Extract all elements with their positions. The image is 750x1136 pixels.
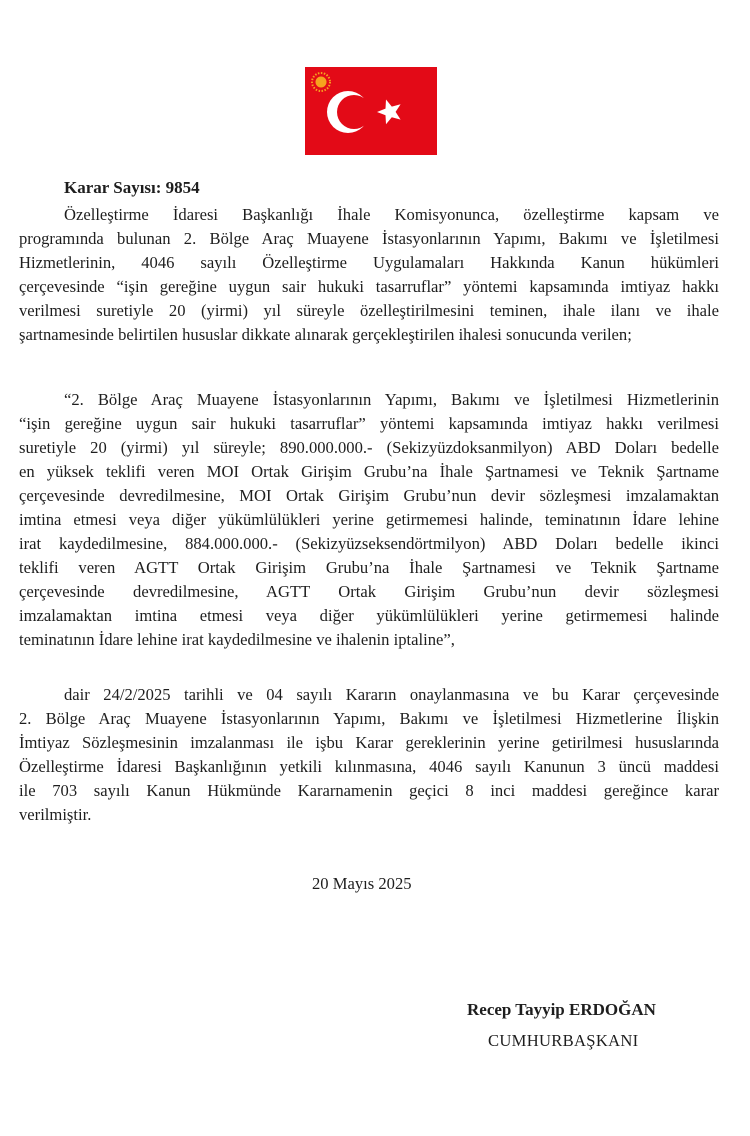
- text-line: Özelleştirme İdaresi Başkanlığı İhale Komisyonunca, özelleştirme kapsam ve: [64, 205, 719, 224]
- text-line: ile 703 sayılı Kanun Hükmünde Kararnamenin geçici 8 inci maddesi gereğince karar: [19, 781, 719, 800]
- presidential-flag-emblem: [305, 67, 437, 155]
- text-line: imtina etmesi veya diğer yükümlülükleri yerine getirmemesi halinde, teminatının İdare lehine: [19, 510, 719, 529]
- text-line: irat kaydedilmesine, 884.000.000.- (Sekizyüzseksendörtmilyon) ABD Doları bedelle ikinci: [19, 534, 719, 553]
- paragraph-3: [19, 683, 719, 827]
- text-line: verilmiştir.: [19, 805, 92, 824]
- text-line: “işin gereğine uygun sair hukuki tasarruflar” yöntemi kapsamında imtiyaz hakkı verilmesi: [19, 414, 719, 433]
- flag-icon: [305, 67, 437, 155]
- paragraph-1: [19, 203, 719, 347]
- text-line: İmtiyaz Sözleşmesinin imzalanması ile işbu Karar gereklerinin yerine getirilmesi hususlarında: [19, 733, 719, 752]
- text-line: imzalamaktan imtina etmesi veya diğer yükümlülükleri yerine getirmemesi halinde: [19, 606, 719, 625]
- text-line: teminatının İdare lehine irat kaydedilmesine ve ihalenin iptaline”,: [19, 630, 455, 649]
- text-line: “2. Bölge Araç Muayene İstasyonlarının Yapımı, Bakımı ve İşletilmesi Hizmetlerinin: [64, 390, 719, 409]
- text-line: programında bulunan 2. Bölge Araç Muayene İstasyonlarının Yapımı, Bakımı ve İşletilmesi: [19, 229, 719, 248]
- text-line: şartnamesinde belirtilen hususlar dikkate alınarak gerçekleştirilen ihalesi sonucunda verilen;: [19, 325, 632, 344]
- paragraph-2: [19, 388, 719, 652]
- text-line: 2. Bölge Araç Muayene İstasyonlarının Yapımı, Bakımı ve İşletilmesi Hizmetlerine İlişkin: [19, 709, 719, 728]
- text-line: Özelleştirme İdaresi Başkanlığının yetkili kılınmasına, 4046 sayılı Kanunun 3 üncü maddesi: [19, 757, 719, 776]
- text-line: çerçevesinde devredilmesine, MOI Ortak Girişim Grubu’nun devir sözleşmesi imzalamaktan: [19, 486, 719, 505]
- text-line: Hizmetlerinin, 4046 sayılı Özelleştirme Uygulamaları Hakkında Kanun hükümleri: [19, 253, 719, 272]
- signatory-title: CUMHURBAŞKANI: [488, 1031, 639, 1050]
- decision-number-heading: Karar Sayısı: 9854: [64, 178, 200, 197]
- signatory-name: Recep Tayyip ERDOĞAN: [467, 1000, 656, 1019]
- text-line: en yüksek teklifi veren MOI Ortak Girişim Grubu’na İhale Şartnamesi ve Teknik Şartname: [19, 462, 719, 481]
- text-line: verilmesi suretiyle 20 (yirmi) yıl süreyle özelleştirilmesini teminen, ihale ilanı ve ihale: [19, 301, 719, 320]
- text-line: teklifi veren AGTT Ortak Girişim Grubu’na İhale Şartnamesi ve Teknik Şartname: [19, 558, 719, 577]
- decision-date: 20 Mayıs 2025: [312, 874, 412, 893]
- text-line: çerçevesinde “işin gereğine uygun sair hukuki tasarruflar” yöntemi kapsamında imtiyaz hakkı: [19, 277, 719, 296]
- text-line: dair 24/2/2025 tarihli ve 04 sayılı Kararın onaylanmasına ve bu Karar çerçevesinde: [64, 685, 719, 704]
- text-line: çerçevesinde devredilmesine, AGTT Ortak Girişim Grubu’nun devir sözleşmesi: [19, 582, 719, 601]
- text-line: suretiyle 20 (yirmi) yıl süreyle; 890.000.000.- (Sekizyüzdoksanmilyon) ABD Doları bedelle: [19, 438, 719, 457]
